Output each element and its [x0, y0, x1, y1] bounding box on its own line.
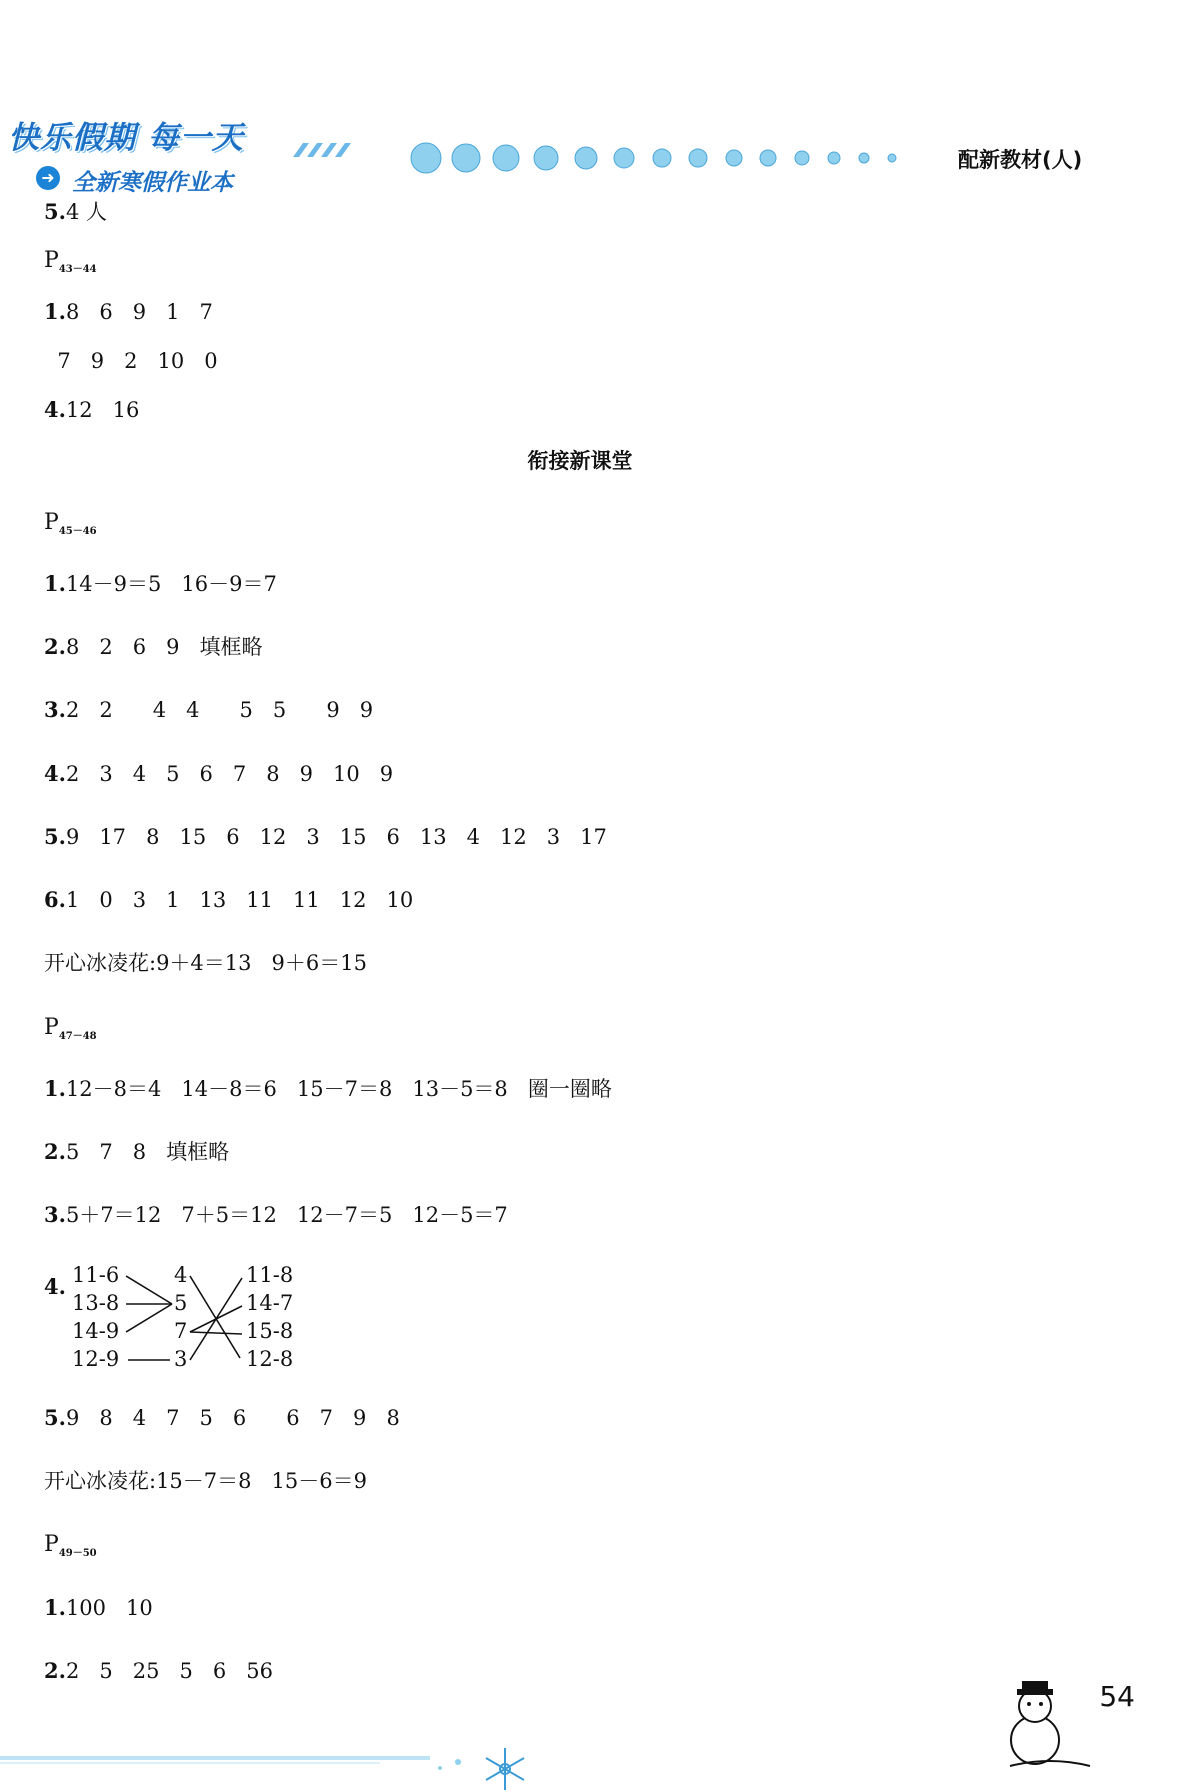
section-title: 衔接新课堂: [527, 449, 633, 473]
left-expr: 13-8: [72, 1291, 120, 1315]
answer-line: 4.12 16: [44, 397, 140, 422]
edition-label: 配新教材(人): [958, 148, 1083, 172]
answer-line: 4.2 3 4 5 6 7 8 9 10 9: [44, 761, 394, 786]
brand-title: 快乐假期 每一天: [8, 120, 244, 156]
left-expr: 11-6: [72, 1263, 120, 1287]
left-expr: 12-9: [72, 1347, 120, 1371]
answer-line: 1.12－8＝4 14－8＝6 15－7＝8 13－5＝8 圈一圈略: [44, 1076, 612, 1101]
page-number: 54: [1099, 1680, 1135, 1713]
snowman-icon: [990, 1672, 1100, 1772]
answer-line: 3.5＋7＝12 7＋5＝12 12－7＝5 12－5＝7: [44, 1202, 508, 1227]
arrow-icon: ➜: [36, 166, 60, 190]
middle-number: 3: [174, 1347, 188, 1371]
answer-line: 5.4 人: [44, 199, 107, 224]
page-range-label: $P_{45-46}$: [44, 510, 97, 537]
page-range-label: $P_{47-48}$: [44, 1015, 97, 1042]
answer-line: 2.5 7 8 填框略: [44, 1139, 230, 1164]
bonus-line: 开心冰凌花:15－7＝8 15－6＝9: [44, 1469, 367, 1493]
answer-line: 1.8 6 9 1 7: [44, 299, 213, 324]
matching-diagram: [44, 1262, 344, 1382]
answer-line: 7 9 2 10 0: [44, 349, 218, 373]
answer-line: 5.9 17 8 15 6 12 3 15 6 13 4 12 3 17: [44, 824, 607, 849]
match-line: [190, 1276, 240, 1358]
match-line: [126, 1304, 172, 1332]
match-line: [190, 1332, 242, 1334]
right-expr: 15-8: [246, 1319, 294, 1343]
middle-number: 5: [174, 1291, 188, 1315]
page-range-label: $P_{43-44}$: [44, 248, 97, 275]
answer-line: 5.9 8 4 7 5 6 6 7 9 8: [44, 1405, 400, 1430]
bonus-line: 开心冰凌花:9＋4＝13 9＋6＝15: [44, 951, 367, 975]
page-range-label: $P_{49-50}$: [44, 1532, 97, 1559]
middle-number: 4: [174, 1263, 188, 1287]
right-expr: 11-8: [246, 1263, 294, 1287]
snowflake-icon: [486, 1748, 524, 1790]
answer-line: 6.1 0 3 1 13 11 11 12 10: [44, 887, 414, 912]
middle-number: 7: [174, 1319, 188, 1343]
answer-line: 3.2 2 4 4 5 5 9 9: [44, 697, 374, 722]
snowflake-dots-decoration: [410, 140, 920, 176]
right-expr: 14-7: [246, 1291, 294, 1315]
matching-number: 4.: [44, 1274, 66, 1299]
answer-line: 1.14－9＝5 16－9＝7: [44, 571, 277, 596]
brand-subtitle: 全新寒假作业本: [72, 170, 233, 196]
answer-line: 1.100 10: [44, 1595, 153, 1620]
match-line: [190, 1306, 242, 1332]
left-expr: 14-9: [72, 1319, 120, 1343]
brand-stripes: [285, 143, 355, 157]
right-expr: 12-8: [246, 1347, 294, 1371]
answer-line: 2.8 2 6 9 填框略: [44, 634, 263, 659]
answer-line: 2.2 5 25 5 6 56: [44, 1658, 273, 1683]
match-line: [126, 1276, 172, 1304]
